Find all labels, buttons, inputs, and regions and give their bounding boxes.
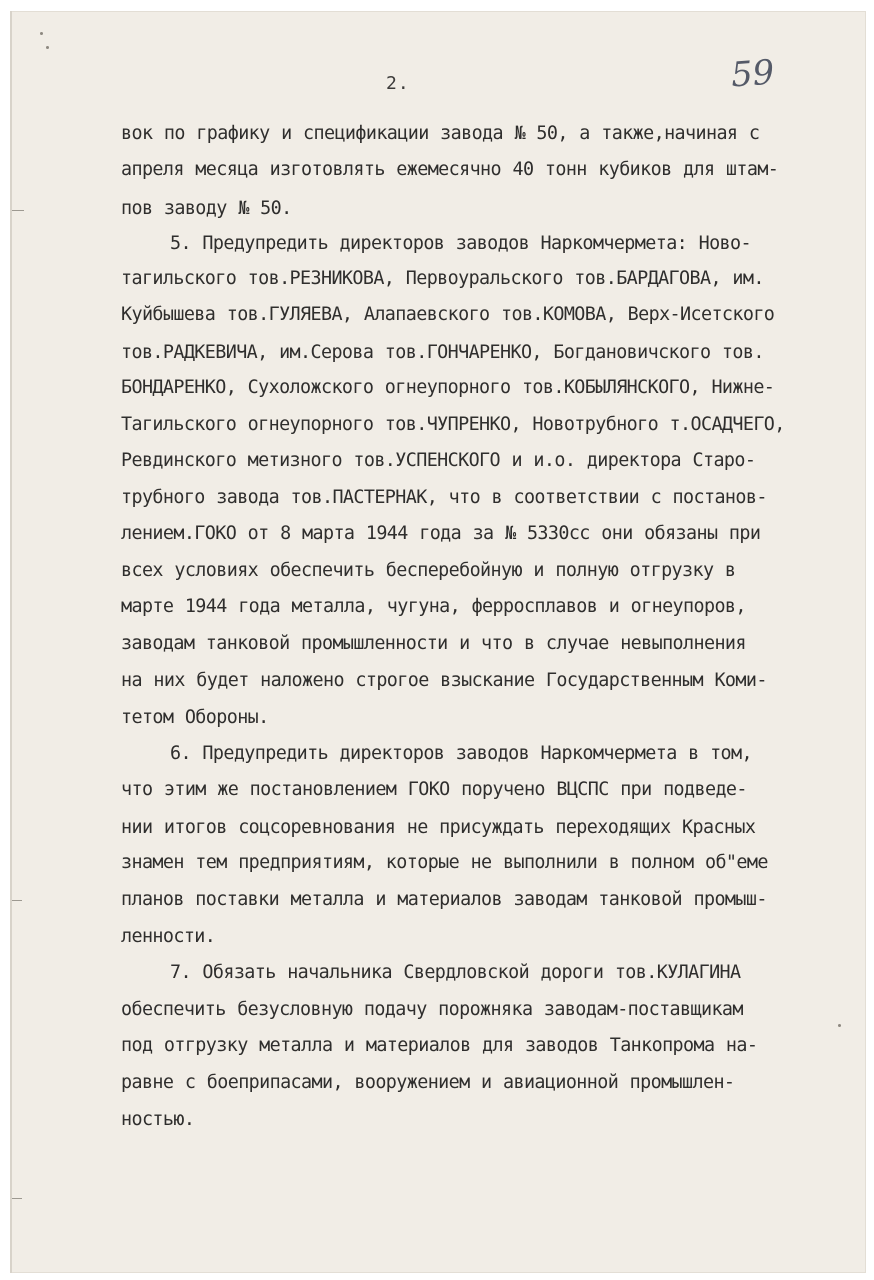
body-line-22: планов поставки металла и материалов заводам танковой промыш- xyxy=(121,889,767,910)
body-line-9: Тагильского огнеупорного тов.ЧУПРЕНКО, Новотрубного т.ОСАДЧЕГО, xyxy=(121,414,785,435)
paper-speck xyxy=(40,32,43,35)
body-line-11: трубного завода тов.ПАСТЕРНАК, что в соответствии с постанов- xyxy=(121,487,767,508)
body-line-12: лением.ГОКО от 8 марта 1944 года за № 5330сс они обязаны при xyxy=(121,523,761,544)
body-line-25: обеспечить безусловную подачу порожняка заводам-поставщикам xyxy=(121,999,743,1020)
body-line-10: Ревдинского метизного тов.УСПЕНСКОГО и и.о. директора Старо- xyxy=(121,450,756,471)
body-line-15: заводам танковой промышленности и что в случае невыполнения xyxy=(121,633,746,654)
body-line-5: тагильского тов.РЕЗНИКОВА, Первоуральского тов.БАРДАГОВА, им. xyxy=(121,268,764,289)
body-line-19: что этим же постановлением ГОКО поручено ВЦСПС при подведе- xyxy=(121,779,747,800)
page-number: 2. xyxy=(386,73,410,94)
body-line-26: под отгрузку металла и материалов для заводов Танкопрома на- xyxy=(121,1035,758,1056)
body-line-20: нии итогов соцсоревнования не присуждать переходящих Красных xyxy=(121,817,756,838)
paper-mark xyxy=(12,210,24,211)
body-line-2: апреля месяца изготовлять ежемесячно 40 тонн кубиков для штам- xyxy=(121,159,779,180)
body-line-14: марте 1944 года металла, чугуна, ферросплавов и огнеупоров, xyxy=(121,596,746,617)
body-line-27: равне с боеприпасами, вооружением и авиационной промышлен- xyxy=(121,1072,735,1093)
body-line-28: ностью. xyxy=(121,1109,195,1130)
body-line-17: тетом Обороны. xyxy=(121,707,269,728)
body-line-7: тов.РАДКЕВИЧА, им.Серова тов.ГОНЧАРЕНКО, Богдановичского тов. xyxy=(121,342,764,363)
body-line-16: на них будет наложено строгое взыскание Государственным Коми- xyxy=(121,670,767,691)
paper-speck xyxy=(46,46,49,49)
paper-mark xyxy=(12,1198,22,1199)
body-line-21: знамен тем предприятиям, которые не выполнили в полном об"еме xyxy=(121,852,768,873)
body-line-4: 5. Предупредить директоров заводов Наркомчермета: Ново- xyxy=(170,233,751,254)
body-line-1: вок по графику и спецификации завода № 50, а также,начиная с xyxy=(121,123,760,144)
body-line-13: всех условиях обеспечить бесперебойную и полную отгрузку в xyxy=(121,560,736,581)
handwritten-archive-page-number: 59 xyxy=(729,52,776,96)
paper-mark xyxy=(12,900,22,901)
body-line-3: пов заводу № 50. xyxy=(121,198,292,219)
body-line-8: БОНДАРЕНКО, Сухоложского огнеупорного тов.КОБЫЛЯНСКОГО, Нижне- xyxy=(121,377,775,398)
body-line-18: 6. Предупредить директоров заводов Наркомчермета в том, xyxy=(170,743,752,764)
body-line-24: 7. Обязать начальника Свердловской дороги тов.КУЛАГИНА xyxy=(170,962,741,983)
paper-speck xyxy=(838,1024,841,1027)
body-line-6: Куйбышева тов.ГУЛЯЕВА, Алапаевского тов.КОМОВА, Верх-Исетского xyxy=(121,304,775,325)
body-line-23: ленности. xyxy=(121,926,216,947)
